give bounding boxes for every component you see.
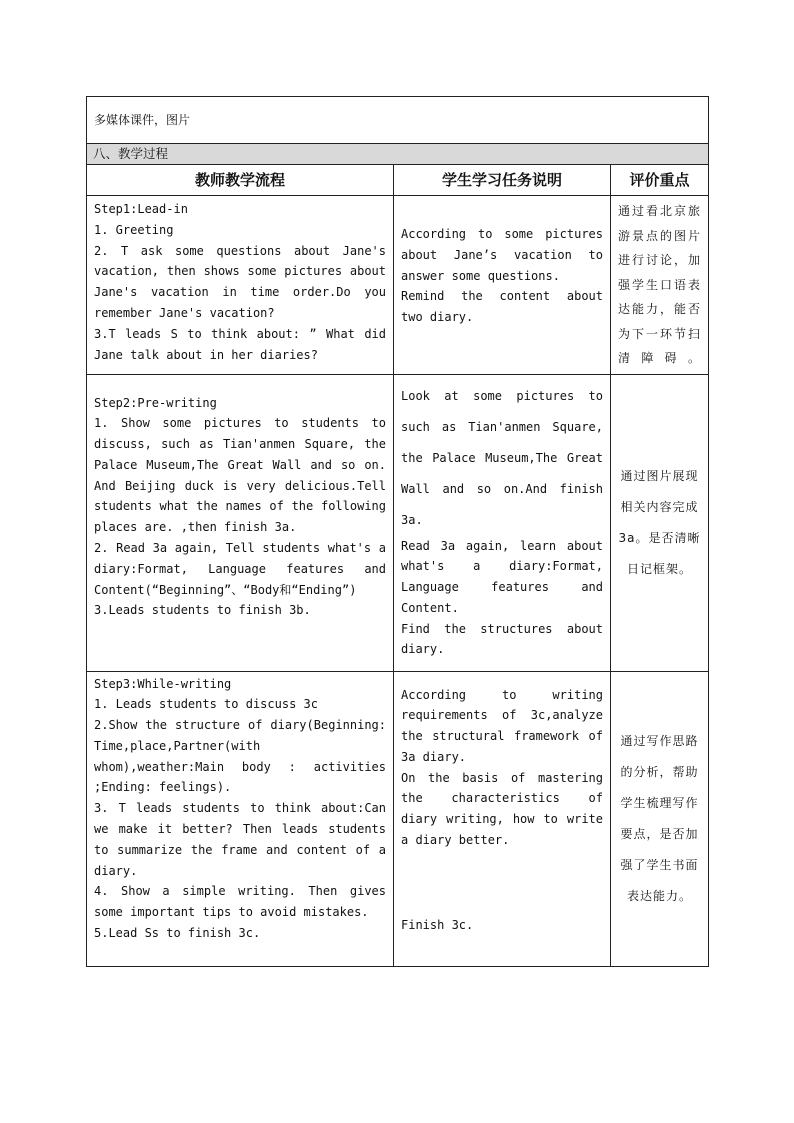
step1-eval-text: 通过看北京旅游景点的图片进行讨论，加强学生口语表达能力，能否为下一环节扫清障碍。 bbox=[618, 204, 702, 365]
step1-teacher-line: 1. Greeting bbox=[94, 222, 174, 237]
step3-teacher-line: 2.Show the structure of diary(Beginning: Time,place,Partner(with whom),weather:Main body : activities ;Ending: feelings). bbox=[94, 718, 386, 795]
step2-student-line: Find the structures about diary. bbox=[401, 621, 603, 657]
step3-teacher-cell bbox=[87, 671, 394, 966]
step1-student-line: Remind the content about two diary. bbox=[401, 289, 603, 325]
step3-teacher-line: 4. Show a simple writing. Then gives some important tips to avoid mistakes. bbox=[94, 884, 386, 920]
step3-eval-text: 通过写作思路的分析，帮助学生梳理写作要点，是否加强了学生书面表达能力。 bbox=[620, 733, 699, 903]
step3-student-cell bbox=[394, 671, 611, 966]
step3-student-line: Finish 3c. bbox=[401, 917, 474, 932]
step2-teacher-line: 2. Read 3a again, Tell students what's a diary:Format, Language features and Content(“Beginning”、“Body和“Ending”) bbox=[94, 541, 386, 597]
step2-student-line: Look at some pictures to such as Tian'anmen Square, the Palace Museum,The Great Wall and so on.And finish 3a. bbox=[401, 388, 603, 527]
table-row-step1 bbox=[87, 196, 709, 375]
step2-teacher-line: Step2:Pre-writing bbox=[94, 395, 217, 410]
step3-student-line: According to writing requirements of 3c,analyze the structural framework of 3a diary. bbox=[401, 687, 603, 764]
step1-student-cell bbox=[394, 196, 611, 375]
header-evaluation: 评价重点 bbox=[611, 165, 709, 196]
step2-eval-text: 通过图片展现相关内容完成 3a。是否清晰日记框架。 bbox=[618, 468, 701, 576]
step2-teacher-cell bbox=[87, 374, 394, 671]
teaching-process-table bbox=[86, 96, 709, 967]
step2-student-line: Read 3a again, learn about what's a diary:Format, Language features and Content. bbox=[401, 538, 603, 615]
step1-teacher-line: 3.T leads S to think about: ” What did Jane talk about in her diaries? bbox=[94, 326, 386, 362]
step3-teacher-line: 3. T leads students to think about:Can we make it better? Then leads students to summarize the frame and content of a diary. bbox=[94, 801, 386, 878]
table-row-step3 bbox=[87, 671, 709, 966]
step2-teacher-line: 3.Leads students to finish 3b. bbox=[94, 603, 311, 618]
header-student-tasks: 学生学习任务说明 bbox=[394, 165, 611, 196]
media-cell bbox=[87, 97, 709, 144]
step1-student-line: According to some pictures about Jane’s vacation to answer some questions. bbox=[401, 227, 603, 283]
step2-eval-cell bbox=[611, 374, 709, 671]
step3-teacher-line: 5.Lead Ss to finish 3c. bbox=[94, 926, 261, 941]
lesson-plan-page bbox=[86, 96, 708, 967]
step1-teacher-cell bbox=[87, 196, 394, 375]
step1-teacher-line: Step1:Lead-in bbox=[94, 202, 188, 216]
header-row bbox=[87, 165, 709, 196]
table-row-step2 bbox=[87, 374, 709, 671]
media-row bbox=[87, 97, 709, 144]
section-title: 八、教学过程 bbox=[87, 144, 709, 165]
media-text: 多媒体课件，图片 bbox=[94, 113, 191, 127]
section-row bbox=[87, 144, 709, 165]
step3-teacher-line: 1. Leads students to discuss 3c bbox=[94, 697, 318, 712]
step3-student-line: On the basis of mastering the characteristics of diary writing, how to write a diary better. bbox=[401, 770, 603, 848]
step3-eval-cell bbox=[611, 671, 709, 966]
step3-teacher-line: Step3:While-writing bbox=[94, 676, 232, 691]
header-teacher-flow: 教师教学流程 bbox=[87, 165, 394, 196]
step1-eval-cell bbox=[611, 196, 709, 375]
step1-teacher-line: 2. T ask some questions about Jane's vacation, then shows some pictures about Jane's vacation in time order.Do you remember Jane's vacation? bbox=[94, 243, 386, 320]
step2-teacher-line: 1. Show some pictures to students to discuss, such as Tian'anmen Square, the Palace Museum,The Great Wall and so on. And Beijing duck is very delicious.Tell students what the names of the following places are. ,then finish 3a. bbox=[94, 416, 386, 535]
step2-student-cell bbox=[394, 374, 611, 671]
